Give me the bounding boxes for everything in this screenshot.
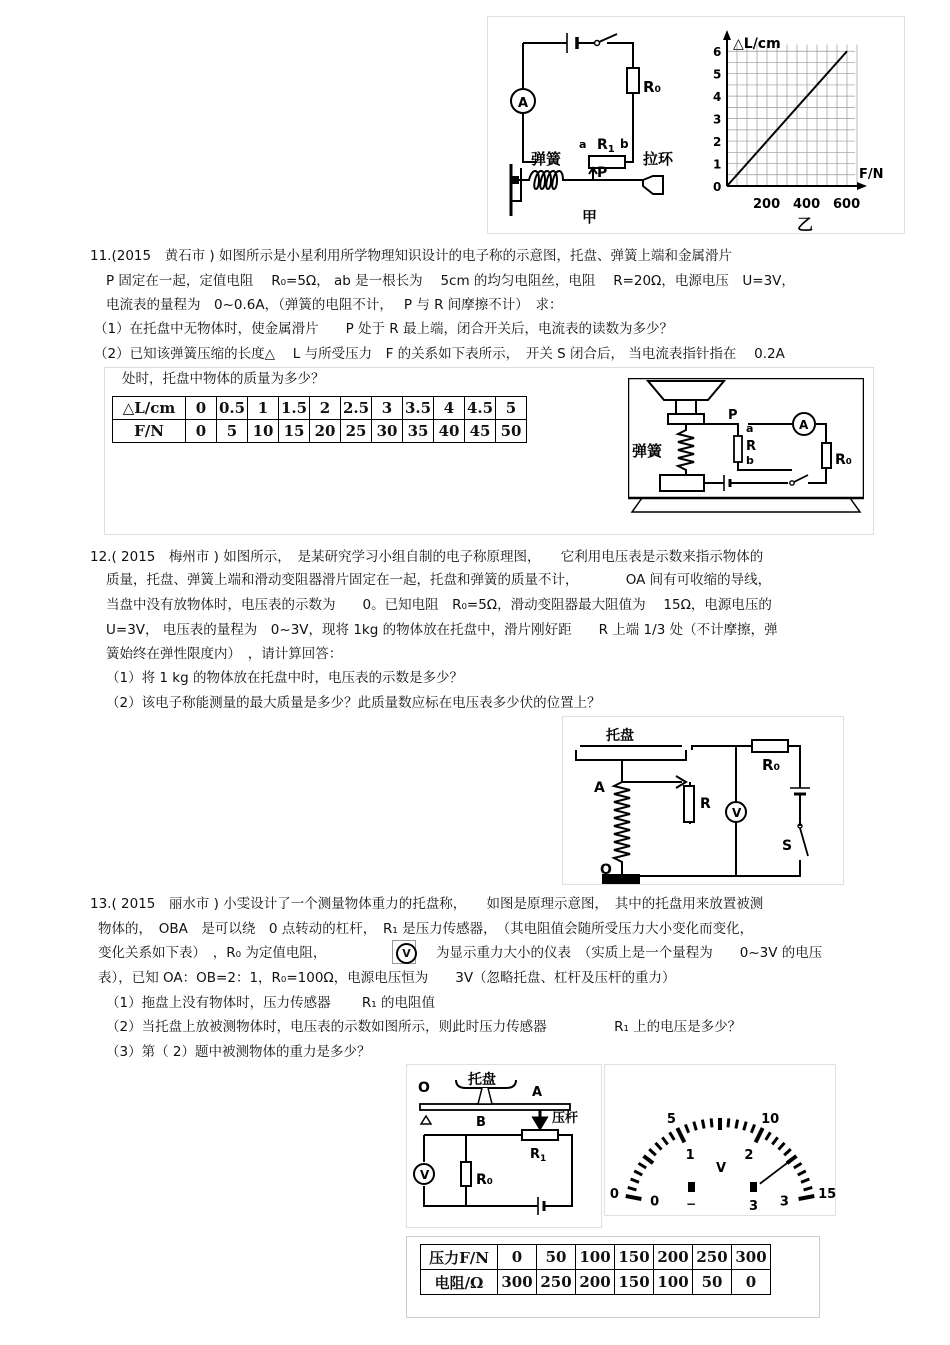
text-line: 当盘中没有放物体时，电压表的示数为 0。已知电阻 R₀=5Ω，滑动变阻器最大阻值为 15Ω，电源电压的 (106, 597, 772, 613)
table-cell: 5 (217, 420, 248, 443)
meter-tick (644, 1156, 654, 1163)
meter-tick (631, 1179, 639, 1182)
meter-tick (662, 1137, 667, 1144)
meter-tick (702, 1120, 704, 1129)
table-cell: 0 (186, 420, 217, 443)
text-line: 质量，托盘、弹簧上端和滑动变阻器滑片固定在一起，托盘和弹簧的质量不计， OA 间有可收缩的导线， (106, 572, 772, 588)
table-header-cell: △L/cm (113, 397, 186, 420)
meter-tick (784, 1149, 791, 1155)
r0-label: R₀ (762, 756, 781, 774)
table-cell: 250 (537, 1270, 576, 1295)
table-cell: 50 (537, 1245, 576, 1270)
y-tick-label: 2 (713, 135, 722, 150)
meter-tick (799, 1196, 815, 1199)
text-line: 物体的， OBA 是可以绕 0 点转动的杠杆， R₁ 是压力传感器， （其电阻值会随所受压力大小变化而变化， (98, 921, 754, 937)
y-tick-label: 4 (713, 90, 722, 105)
q12-figure (562, 716, 844, 886)
table-cell: 300 (498, 1270, 537, 1295)
voltmeter-label: V (732, 806, 742, 820)
wall-block (511, 176, 519, 184)
ammeter-label: A (799, 418, 809, 432)
spring (614, 782, 630, 874)
meter-outer-label: 10 (761, 1112, 780, 1128)
table-cell: 35 (403, 420, 434, 443)
p-label: P (597, 165, 608, 181)
meter-tick (677, 1128, 684, 1142)
terminal-neg-label: − (686, 1197, 697, 1211)
ammeter-label: A (518, 96, 529, 111)
meter-inner-label: 1 (685, 1147, 695, 1163)
meter-tick (766, 1132, 771, 1140)
text-line: 为显示重力大小的仪表 （实质上是一个量程为 0~3V 的电压 (436, 945, 823, 961)
table-cell: 300 (732, 1245, 771, 1270)
meter-scale (626, 1118, 815, 1199)
q13-figure-circuit (406, 1064, 602, 1228)
meter-tick (634, 1171, 642, 1175)
table-cell: 30 (372, 420, 403, 443)
meter-outer-label: 0 (609, 1187, 619, 1203)
meter-tick (744, 1122, 746, 1131)
table-cell: 3.5 (403, 397, 434, 420)
pull-ring (643, 176, 663, 194)
tray-plate (668, 414, 704, 424)
meter-tick (751, 1124, 754, 1132)
switch-blade (599, 34, 617, 42)
x-axis-arrow (857, 182, 867, 190)
text-line: U=3V， 电压表的量程为 0~3V，现将 1kg 的物体放在托盘中，滑片刚好距 R 上端 1/3 处（不计摩擦，弹 (106, 622, 778, 638)
tray-label: 托盘 (468, 1072, 496, 1088)
meter-tick (711, 1118, 712, 1127)
a-label: A (532, 1085, 543, 1100)
a-label: a (579, 138, 587, 151)
table-cell: 150 (615, 1245, 654, 1270)
r1-label: $R_1$ (597, 137, 615, 155)
text-line: （2）当托盘上放被测物体时，电压表的示数如图所示，则此时压力传感器 R₁ 上的电压是多少？ (106, 1019, 742, 1035)
resistor-r0 (461, 1162, 471, 1186)
q11-table-row-f (113, 420, 527, 443)
resistor-r (734, 436, 742, 462)
table-cell: 15 (279, 420, 310, 443)
jia-label: 甲 (582, 208, 598, 226)
text-line: （3）第（ 2）题中被测物体的重力是多少？ (106, 1044, 371, 1060)
voltmeter-symbol-glyph: V (396, 943, 417, 964)
b-label: b (620, 137, 629, 151)
table-cell: 50 (693, 1270, 732, 1295)
table-cell: 25 (341, 420, 372, 443)
meter-inner-label: 0 (650, 1194, 660, 1210)
resistor-r0 (752, 740, 788, 752)
meter-tick (778, 1143, 784, 1150)
pivot (421, 1116, 431, 1124)
meter-tick (655, 1143, 661, 1150)
q13-table-row-resistance (421, 1270, 771, 1295)
q13-table (420, 1244, 771, 1295)
text-line: 13.( 2015 丽水市 ) 小雯设计了一个测量物体重力的托盘称， 如图是原理示意图， 其中的托盘用来放置被测 (90, 896, 764, 912)
table-cell: 2.5 (341, 397, 372, 420)
meter-unit: V (716, 1161, 727, 1176)
meter-tick (804, 1187, 813, 1189)
y-tick-label: 6 (713, 45, 722, 60)
text-line: 11.(2015 黄石市 ) 如图所示是小星利用所学物理知识设计的电子称的示意图，托盘、弹簧上端和金属滑片 (90, 248, 732, 264)
x-tick-label: 400 (793, 197, 821, 212)
meter-tick (649, 1149, 656, 1155)
x-tick-label: 600 (833, 197, 861, 212)
b-label: b (746, 454, 754, 467)
graph-title: △L/cm (733, 36, 781, 52)
table-cell: 1 (248, 397, 279, 420)
meter-tick (685, 1124, 688, 1132)
a-label: a (746, 422, 754, 435)
base-stand (632, 498, 860, 512)
text-line: 变化关系如下表） ，R₀ 为定值电阻， (98, 945, 327, 961)
text-line: （2）已知该弹簧压缩的长度△ L 与所受压力 F 的关系如下表所示， 开关 S 闭合后， 当电流表指针指在 0.2A (94, 346, 785, 362)
meter-tick (794, 1163, 802, 1168)
r0-label: R₀ (643, 78, 662, 96)
s-label: S (782, 838, 793, 854)
r0-label: R₀ (835, 452, 852, 468)
table-cell: 0.5 (217, 397, 248, 420)
meter-tick (801, 1179, 809, 1182)
table-cell: 100 (654, 1270, 693, 1295)
y-tick-label: 0 (713, 180, 722, 194)
spring (678, 424, 694, 475)
table-cell: 4 (434, 397, 465, 420)
voltmeter-symbol-inline (392, 940, 416, 964)
resistor-r1 (522, 1130, 558, 1140)
switch-blade (800, 828, 808, 856)
table-cell: 1.5 (279, 397, 310, 420)
resistor-r0 (627, 68, 639, 93)
table-cell: 0 (186, 397, 217, 420)
text-line: 12.( 2015 梅州市 ) 如图所示， 是某研究学习小组自制的电子称原理图， 它利用电压表是示数来指示物体的 (90, 549, 764, 565)
lever (420, 1104, 570, 1110)
table-cell: 40 (434, 420, 465, 443)
meter-tick (670, 1132, 675, 1140)
meter-tick (798, 1171, 806, 1175)
text-line: 簧始终在弹性限度内） ，请计算回答： (106, 646, 343, 662)
y-axis-arrow (723, 30, 731, 40)
tray-label: 托盘 (606, 728, 634, 744)
tray (648, 381, 724, 400)
spring-label: 弹簧 (632, 442, 663, 460)
table-cell: 100 (576, 1245, 615, 1270)
b-label: B (476, 1115, 486, 1130)
slider-p (589, 168, 597, 180)
voltmeter-label: V (420, 1168, 430, 1182)
r-label: R (746, 439, 757, 454)
switch-blade (794, 475, 808, 482)
meter-tick (772, 1137, 777, 1144)
meter-tick (639, 1163, 647, 1168)
text-line: 表），已知 OA：OB=2：1，R₀=100Ω，电源电压恒为 3V（忽略托盘、杠杆及压杆的重力） (98, 970, 676, 986)
x-axis-label: F/N (859, 167, 884, 182)
table-cell: 0 (732, 1270, 771, 1295)
table-cell: 10 (248, 420, 279, 443)
spring (519, 171, 643, 189)
press-rod (534, 1110, 546, 1128)
spring-label: 弹簧 (531, 150, 562, 168)
table-cell: 4.5 (465, 397, 496, 420)
y-tick-label: 1 (713, 157, 722, 172)
text-line: （1）拖盘上没有物体时，压力传感器 R₁ 的电阻值 (106, 995, 435, 1011)
meter-tick (694, 1122, 696, 1131)
table-cell: 200 (654, 1245, 693, 1270)
graph-yi (713, 30, 884, 234)
p-label: P (728, 408, 738, 423)
text-line: （2）该电子称能测量的最大质量是多少？此质量数应标在电压表多少伏的位置上？ (106, 695, 601, 711)
text-line: （1）在托盘中无物体时，使金属滑片 P 处于 R 最上端，闭合开关后，电流表的读数为多少？ (94, 321, 673, 337)
text-line: 处时，托盘中物体的质量为多少？ (122, 371, 325, 387)
q11-table (112, 396, 527, 443)
resistor-r0 (822, 443, 831, 468)
meter-tick (756, 1128, 763, 1142)
table-cell: 20 (310, 420, 341, 443)
text-line: （1）将 1 kg 的物体放在托盘中时，电压表的示数是多少？ (106, 670, 463, 686)
meter-tick (626, 1196, 642, 1199)
pull-ring-label: 拉环 (643, 150, 674, 168)
o-label: O (600, 862, 612, 878)
r1-label: $R_1$ (530, 1147, 547, 1164)
top-figure (487, 16, 905, 234)
table-cell: 5 (496, 397, 527, 420)
base-block (660, 475, 704, 491)
table-cell: 3 (372, 397, 403, 420)
x-tick-label: 200 (753, 197, 781, 212)
table-cell: 150 (615, 1270, 654, 1295)
table-cell: 200 (576, 1270, 615, 1295)
meter-outer-label: 5 (666, 1112, 676, 1128)
table-header-cell: 电阻/Ω (421, 1270, 498, 1295)
table-cell: 45 (465, 420, 496, 443)
q13-figure-meter (604, 1064, 836, 1216)
meter-tick (728, 1118, 729, 1127)
text-line: 电流表的量程为 0~0.6A，（弹簧的电阻不计， P 与 R 间摩擦不计） 求： (106, 297, 563, 313)
table-header-cell: F/N (113, 420, 186, 443)
terminal-neg (688, 1182, 695, 1192)
q11-table-row-dl (113, 397, 527, 420)
text-line: P 固定在一起，定值电阻 R₀=5Ω， ab 是一根长为 5cm 的均匀电阻丝，电阻 R=20Ω，电源电压 U=3V， (106, 273, 795, 289)
switch-pivot (790, 481, 794, 485)
tray (576, 750, 686, 760)
terminal-pos (750, 1182, 757, 1192)
meter-needle (760, 1157, 795, 1184)
resistor-r (684, 786, 694, 822)
table-cell: 50 (496, 420, 527, 443)
terminal-pos-label: 3 (749, 1199, 759, 1214)
yi-label: 乙 (797, 215, 814, 234)
o-label: O (418, 1080, 430, 1096)
meter-inner-label: 3 (779, 1194, 789, 1210)
y-tick-label: 3 (713, 112, 722, 127)
table-cell: 2 (310, 397, 341, 420)
tray-stem (676, 400, 696, 414)
q11-figure (628, 378, 864, 518)
table-cell: 250 (693, 1245, 732, 1270)
meter-inner-label: 2 (744, 1147, 754, 1163)
rod-label: 压杆 (552, 1111, 579, 1126)
meter-outer-label: 15 (818, 1187, 836, 1203)
r-label: R (700, 796, 711, 812)
meter-tick (736, 1120, 738, 1129)
meter-tick (628, 1187, 637, 1189)
r0-label: R₀ (476, 1172, 493, 1188)
table-header-cell: 压力F/N (421, 1245, 498, 1270)
q13-table-row-force (421, 1245, 771, 1270)
a-label: A (594, 780, 605, 796)
table-cell: 0 (498, 1245, 537, 1270)
y-tick-label: 5 (713, 67, 722, 82)
